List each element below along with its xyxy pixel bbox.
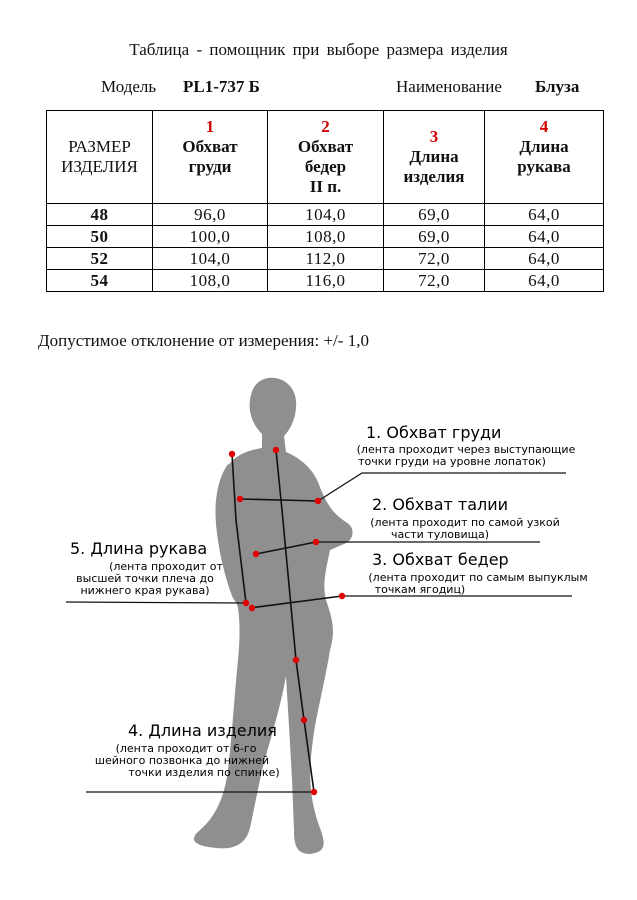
col-number: 3 — [429, 127, 439, 146]
col-header-size — [47, 111, 153, 204]
table-row — [47, 204, 604, 226]
col-header-line: рукава — [517, 157, 571, 176]
col-header-length — [384, 111, 485, 204]
size-table — [46, 110, 604, 292]
size-cell: 50 — [47, 226, 153, 248]
model-value: PL1-737 Б — [183, 77, 260, 96]
table-cell: 96,0 — [153, 204, 268, 226]
col-header-line: бедер — [304, 157, 347, 176]
table-row — [47, 270, 604, 292]
table-cell: 69,0 — [384, 204, 485, 226]
table-cell: 104,0 — [153, 248, 268, 270]
col-header-line: изделия — [403, 167, 465, 186]
label-bust-desc: точки груди на уровне лопаток) — [358, 455, 546, 468]
label-length-desc: точки изделия по спинке) — [128, 766, 280, 779]
label-length-desc: шейного позвонка до нижней — [94, 754, 270, 767]
col-header-line: Обхват — [182, 137, 238, 156]
table-cell: 64,0 — [485, 270, 604, 292]
table-cell: 69,0 — [384, 226, 485, 248]
table-cell: 108,0 — [153, 270, 268, 292]
table-cell: 64,0 — [485, 226, 604, 248]
label-waist-desc: (лента проходит по самой узкой — [370, 516, 560, 529]
label-waist-title: 2. Обхват талии — [372, 495, 509, 514]
label-bust-title: 1. Обхват груди — [366, 423, 502, 442]
item-name-label: Наименование — [396, 77, 502, 96]
size-cell: 52 — [47, 248, 153, 270]
label-length-desc: (лента проходит от 6-го — [115, 742, 257, 755]
table-cell: 72,0 — [384, 270, 485, 292]
label-sleeve-title: 5. Длина рукава — [70, 539, 208, 558]
col-number: 1 — [205, 117, 215, 136]
label-sleeve-desc: (лента проходит от — [109, 560, 223, 573]
label-length-title: 4. Длина изделия — [128, 721, 277, 740]
tolerance-note: Допустимое отклонение от измерения: +/- 1,0 — [38, 331, 369, 350]
col-header-line: груди — [188, 157, 232, 176]
table-cell: 116,0 — [268, 270, 384, 292]
table-cell: 100,0 — [153, 226, 268, 248]
size-cell: 54 — [47, 270, 153, 292]
col-number: 2 — [321, 117, 330, 136]
col-header-line: Обхват — [297, 137, 354, 156]
label-sleeve-desc: высшей точки плеча до — [76, 572, 214, 585]
table-cell: 104,0 — [268, 204, 384, 226]
page-title: Таблица - помощник при выборе размера изделия — [129, 40, 508, 59]
table-cell: 112,0 — [268, 248, 384, 270]
label-hips-desc: точкам ягодиц) — [374, 583, 466, 596]
table-cell: 64,0 — [485, 248, 604, 270]
model-label: Модель — [101, 77, 157, 96]
label-hips-desc: (лента проходит по самым выпуклым — [368, 571, 588, 584]
col-header-line: ИЗДЕЛИЯ — [61, 157, 138, 176]
col-header-line: Длина — [409, 147, 459, 166]
col-header-line: РАЗМЕР — [68, 137, 131, 156]
col-header-line: II п. — [309, 177, 342, 196]
item-name-value: Блуза — [535, 77, 580, 96]
label-waist-desc: части туловища) — [390, 528, 490, 541]
size-cell: 48 — [47, 204, 153, 226]
col-header-hips — [268, 111, 384, 204]
table-cell: 64,0 — [485, 204, 604, 226]
col-header-sleeve — [485, 111, 604, 204]
table-row — [47, 248, 604, 270]
table-cell: 72,0 — [384, 248, 485, 270]
col-header-line: Длина — [519, 137, 569, 156]
label-bust-desc: (лента проходит через выступающие — [356, 443, 576, 456]
table-row — [47, 226, 604, 248]
col-header-bust — [153, 111, 268, 204]
measurement-figure — [0, 360, 637, 900]
col-number: 4 — [539, 117, 549, 136]
label-sleeve-desc: нижнего края рукава) — [80, 584, 210, 597]
label-hips-title: 3. Обхват бедер — [372, 550, 509, 569]
table-header-row — [47, 111, 604, 204]
table-cell: 108,0 — [268, 226, 384, 248]
